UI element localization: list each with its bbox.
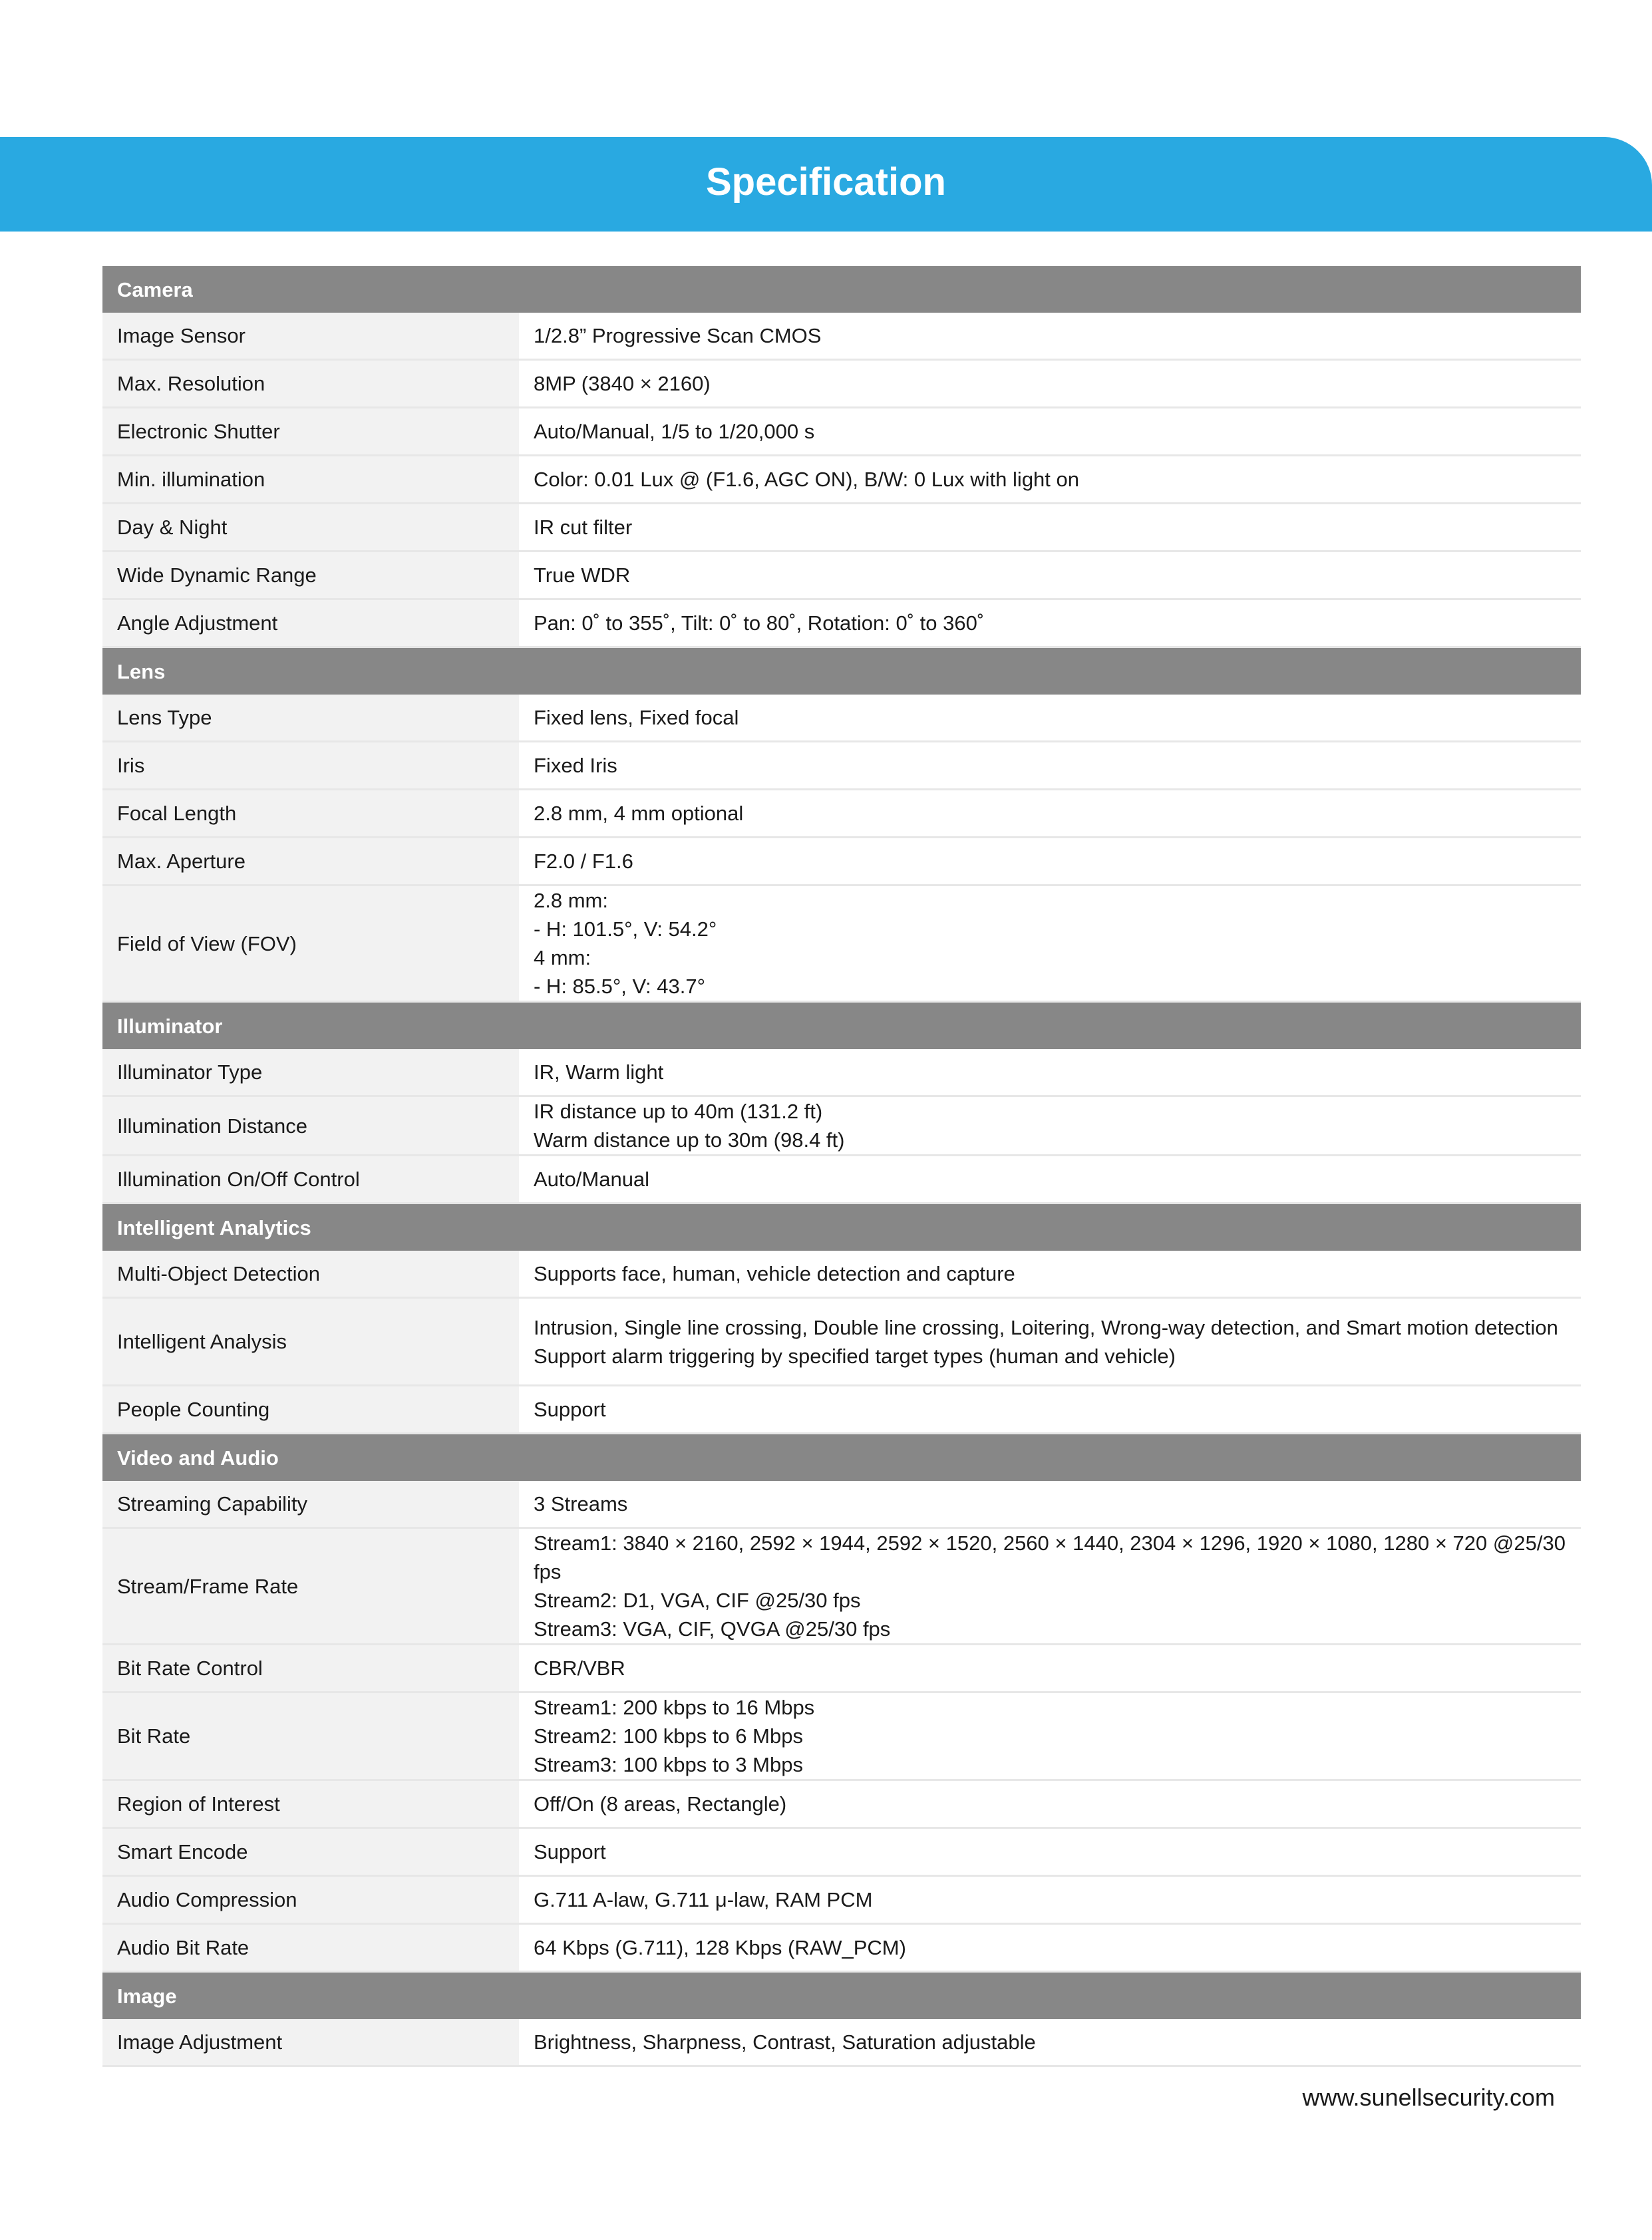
spec-label: Wide Dynamic Range	[102, 552, 519, 599]
spec-row	[102, 742, 1581, 790]
section-header-image	[102, 1972, 1581, 2020]
spec-label: Streaming Capability	[102, 1481, 519, 1528]
spec-value: Fixed Iris	[519, 742, 1581, 790]
spec-value: Fixed lens, Fixed focal	[519, 695, 1581, 742]
spec-value: Auto/Manual	[519, 1156, 1581, 1203]
spec-row	[102, 790, 1581, 838]
spec-value: 64 Kbps (G.711), 128 Kbps (RAW_PCM)	[519, 1924, 1581, 1972]
spec-label: Bit Rate Control	[102, 1645, 519, 1692]
spec-label: Day & Night	[102, 504, 519, 552]
spec-label: People Counting	[102, 1386, 519, 1434]
section-header-illuminator	[102, 1002, 1581, 1050]
section-title: Intelligent Analytics	[102, 1203, 1581, 1251]
spec-value: Auto/Manual, 1/5 to 1/20,000 s	[519, 408, 1581, 456]
spec-row	[102, 1096, 1581, 1156]
spec-value: 1/2.8” Progressive Scan CMOS	[519, 313, 1581, 360]
spec-value: 8MP (3840 × 2160)	[519, 360, 1581, 408]
spec-value: Off/On (8 areas, Rectangle)	[519, 1780, 1581, 1828]
spec-row	[102, 1528, 1581, 1645]
spec-value: 2.8 mm: - H: 101.5°, V: 54.2° 4 mm: - H: 85.5°, V: 43.7°	[519, 885, 1581, 1002]
footer-website-link[interactable]: www.sunellsecurity.com	[1302, 2084, 1555, 2111]
spec-label: Multi-Object Detection	[102, 1251, 519, 1298]
spec-value: Intrusion, Single line crossing, Double line crossing, Loitering, Wrong-way detection, and Smart motion detection Support alarm triggering by specified target types (human and vehicle)	[519, 1298, 1581, 1386]
spec-row	[102, 599, 1581, 647]
spec-label: Audio Bit Rate	[102, 1924, 519, 1972]
spec-label: Bit Rate	[102, 1692, 519, 1780]
spec-value: 2.8 mm, 4 mm optional	[519, 790, 1581, 838]
spec-label: Focal Length	[102, 790, 519, 838]
spec-row	[102, 838, 1581, 885]
section-header-video-audio	[102, 1434, 1581, 1482]
spec-value: Stream1: 3840 × 2160, 2592 × 1944, 2592 × 1520, 2560 × 1440, 2304 × 1296, 1920 × 1080, 1280 × 720 @25/30 fps Stream2: D1, VGA, CIF @25/30 fps Stream3: VGA, CIF, QVGA @25/30 fps	[519, 1528, 1581, 1645]
spec-value: Support	[519, 1386, 1581, 1434]
spec-row	[102, 1386, 1581, 1434]
spec-value: Color: 0.01 Lux @ (F1.6, AGC ON), B/W: 0 Lux with light on	[519, 456, 1581, 504]
section-header-lens	[102, 647, 1581, 695]
spec-row	[102, 552, 1581, 599]
spec-label: Image Sensor	[102, 313, 519, 360]
spec-row	[102, 504, 1581, 552]
spec-row	[102, 313, 1581, 360]
spec-table	[102, 266, 1581, 2067]
spec-row	[102, 1924, 1581, 1972]
spec-value: 3 Streams	[519, 1481, 1581, 1528]
spec-value: IR, Warm light	[519, 1049, 1581, 1096]
section-title: Camera	[102, 266, 1581, 313]
spec-value: Stream1: 200 kbps to 16 Mbps Stream2: 100 kbps to 6 Mbps Stream3: 100 kbps to 3 Mbps	[519, 1692, 1581, 1780]
spec-value: IR distance up to 40m (131.2 ft) Warm distance up to 30m (98.4 ft)	[519, 1096, 1581, 1156]
title-banner	[0, 137, 1652, 232]
section-header-intelligent-analytics	[102, 1203, 1581, 1251]
spec-value: G.711 A-law, G.711 μ-law, RAM PCM	[519, 1876, 1581, 1924]
spec-label: Iris	[102, 742, 519, 790]
section-title: Video and Audio	[102, 1434, 1581, 1482]
spec-row	[102, 1645, 1581, 1692]
spec-label: Image Adjustment	[102, 2019, 519, 2066]
spec-value: Support	[519, 1828, 1581, 1876]
page-title: Specification	[706, 160, 946, 204]
section-title: Lens	[102, 647, 1581, 695]
spec-row	[102, 1481, 1581, 1528]
spec-label: Audio Compression	[102, 1876, 519, 1924]
spec-row	[102, 695, 1581, 742]
spec-label: Field of View (FOV)	[102, 885, 519, 1002]
spec-label: Min. illumination	[102, 456, 519, 504]
section-header-camera	[102, 266, 1581, 313]
spec-row	[102, 1780, 1581, 1828]
spec-label: Smart Encode	[102, 1828, 519, 1876]
spec-value: Brightness, Sharpness, Contrast, Saturation adjustable	[519, 2019, 1581, 2066]
spec-row	[102, 456, 1581, 504]
spec-value: Pan: 0˚ to 355˚, Tilt: 0˚ to 80˚, Rotation: 0˚ to 360˚	[519, 599, 1581, 647]
spec-row	[102, 1156, 1581, 1203]
section-title: Image	[102, 1972, 1581, 2020]
spec-label: Electronic Shutter	[102, 408, 519, 456]
spec-label: Max. Aperture	[102, 838, 519, 885]
spec-row	[102, 1828, 1581, 1876]
spec-row	[102, 1692, 1581, 1780]
spec-row	[102, 1298, 1581, 1386]
spec-row	[102, 1049, 1581, 1096]
spec-value: IR cut filter	[519, 504, 1581, 552]
spec-row	[102, 2019, 1581, 2066]
spec-label: Angle Adjustment	[102, 599, 519, 647]
section-title: Illuminator	[102, 1002, 1581, 1050]
spec-label: Max. Resolution	[102, 360, 519, 408]
spec-value: F2.0 / F1.6	[519, 838, 1581, 885]
spec-label: Illumination On/Off Control	[102, 1156, 519, 1203]
spec-label: Intelligent Analysis	[102, 1298, 519, 1386]
spec-value: CBR/VBR	[519, 1645, 1581, 1692]
spec-row	[102, 885, 1581, 1002]
spec-label: Lens Type	[102, 695, 519, 742]
spec-label: Illuminator Type	[102, 1049, 519, 1096]
spec-label: Region of Interest	[102, 1780, 519, 1828]
spec-label: Stream/Frame Rate	[102, 1528, 519, 1645]
spec-row	[102, 408, 1581, 456]
spec-row	[102, 1876, 1581, 1924]
spec-row	[102, 1251, 1581, 1298]
spec-value: Supports face, human, vehicle detection and capture	[519, 1251, 1581, 1298]
spec-value: True WDR	[519, 552, 1581, 599]
spec-row	[102, 360, 1581, 408]
spec-label: Illumination Distance	[102, 1096, 519, 1156]
